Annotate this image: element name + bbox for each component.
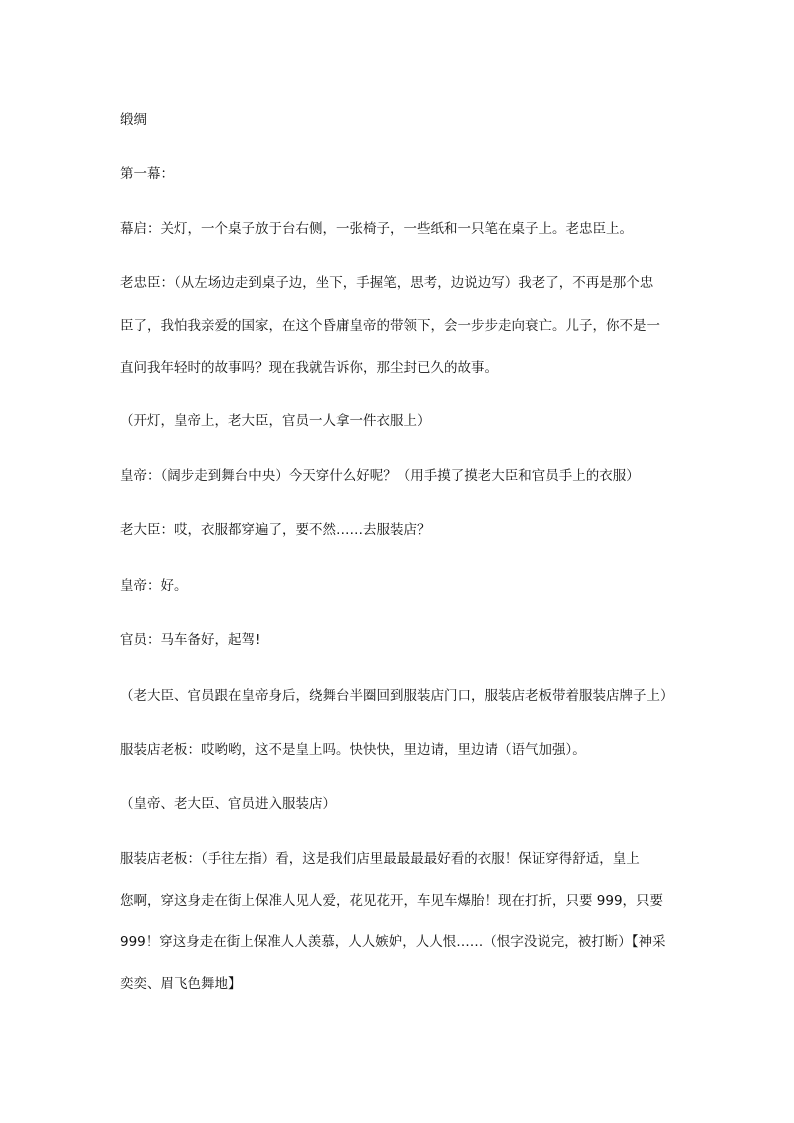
paragraph-line: 老忠臣：（从左场边走到桌子边，坐下，手握笔，思考，边说边写）我老了，不再是那个忠 xyxy=(120,275,654,291)
paragraph-line: 999！穿这身走在街上保准人人羡慕，人人嫉妒，人人恨……（恨字没说完，被打断）【神采 xyxy=(120,934,666,950)
stage-direction-opening: 幕启：关灯，一个桌子放于台右侧，一张椅子，一些纸和一只笔在桌子上。老忠臣上。 xyxy=(120,221,633,237)
stage-direction: （开灯，皇帝上，老大臣，官员一人拿一件衣服上） xyxy=(120,413,431,429)
dialogue-line: 服装店老板：哎哟哟，这不是皇上吗。快快快，里边请，里边请（语气加强）。 xyxy=(120,742,586,758)
act-heading: 第一幕： xyxy=(120,166,174,182)
paragraph-line: 奕奕、眉飞色舞地】 xyxy=(120,976,242,992)
paragraph-line: 臣了，我怕我亲爱的国家，在这个昏庸皇帝的带领下，会一步步走向衰亡。儿子，你不是一 xyxy=(120,318,660,334)
stage-direction: （皇帝、老大臣、官员进入服装店） xyxy=(120,796,336,812)
dialogue-line: 皇帝：好。 xyxy=(120,578,188,594)
paragraph-line: 服装店老板：（手往左指）看，这是我们店里最最最最好看的衣服！保证穿得舒适，皇上 xyxy=(120,851,640,867)
dialogue-line: 老大臣：哎，衣服都穿遍了，要不然……去服装店？ xyxy=(120,522,431,538)
paragraph-line: 直问我年轻时的故事吗？现在我就告诉你，那尘封已久的故事。 xyxy=(120,360,498,376)
stage-direction: （老大臣、官员跟在皇帝身后，绕舞台半圈回到服装店门口，服装店老板带着服装店牌子上） xyxy=(120,688,674,704)
dialogue-line: 官员：马车备好，起驾! xyxy=(120,632,261,648)
paragraph-line: 您啊，穿这身走在街上保准人见人爱，花见花开，车见车爆胎！现在打折，只要 999，只要 xyxy=(120,893,664,909)
document-title: 缎绸 xyxy=(120,112,147,128)
dialogue-line: 皇帝：（阔步走到舞台中央）今天穿什么好呢？（用手摸了摸老大臣和官员手上的衣服） xyxy=(120,468,640,484)
